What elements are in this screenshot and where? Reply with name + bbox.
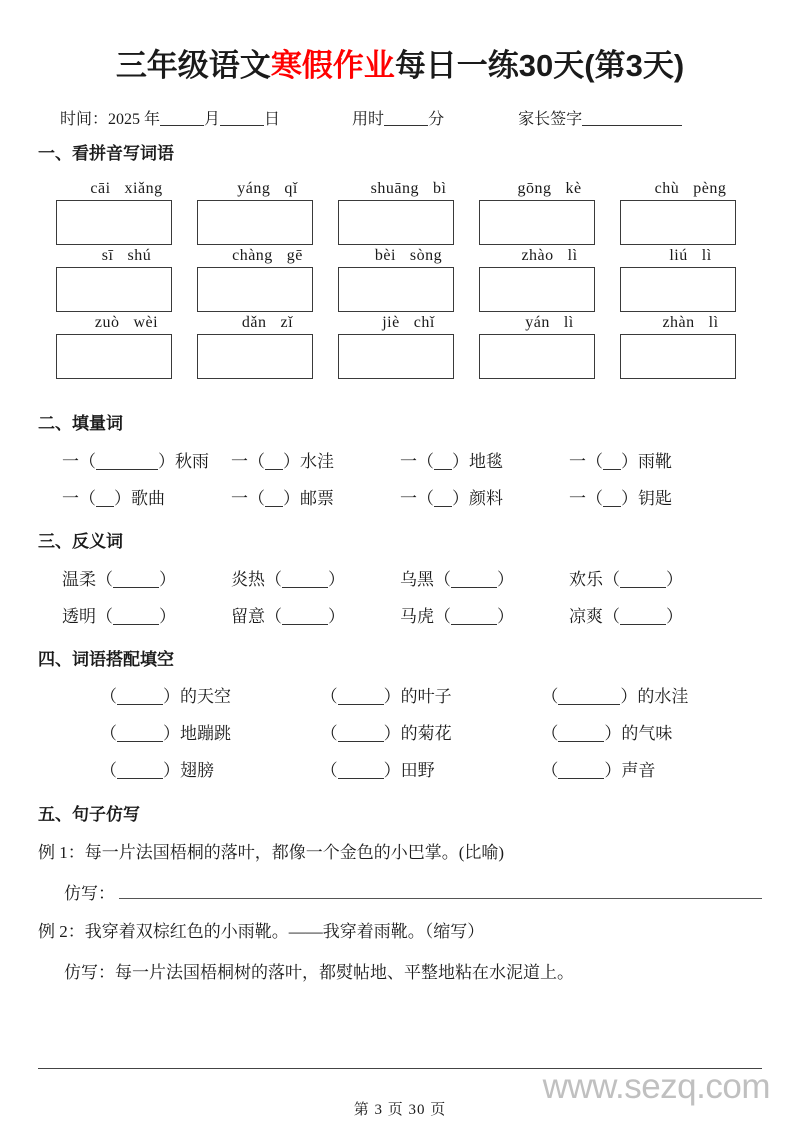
pinyin-cell — [620, 245, 761, 312]
pinyin-cell — [620, 312, 761, 379]
pinyin-answer-box[interactable] — [620, 200, 736, 245]
measure-word-item — [569, 447, 738, 472]
collocation-item — [321, 719, 542, 744]
pinyin-syllable-b: lì — [567, 247, 578, 264]
pinyin-text — [197, 312, 338, 334]
antonym-blank[interactable] — [620, 587, 666, 588]
antonym-word: 留意 — [231, 607, 265, 626]
antonym-word: 乌黑 — [400, 570, 434, 589]
antonym-word: 马虎 — [400, 607, 434, 626]
pinyin-text — [197, 245, 338, 267]
item-prefix: 一（ — [400, 452, 434, 471]
collocation-item — [321, 682, 542, 707]
item-prefix: （ — [265, 607, 282, 626]
item-prefix: 一（ — [231, 489, 265, 508]
collocation-blank[interactable] — [117, 741, 163, 742]
pinyin-syllable-b: xiǎng — [124, 180, 163, 197]
item-suffix: ） — [163, 687, 180, 706]
item-suffix: ） — [452, 489, 469, 508]
item-suffix: ） — [159, 570, 176, 589]
measure-word-blank[interactable] — [96, 469, 158, 470]
pinyin-answer-box[interactable] — [56, 334, 172, 379]
antonym-item — [231, 602, 400, 627]
item-suffix: ） — [621, 489, 638, 508]
month-input[interactable] — [160, 125, 204, 126]
pinyin-cell — [197, 178, 338, 245]
item-suffix: ） — [497, 570, 514, 589]
signature-field — [518, 106, 682, 129]
pinyin-text — [620, 312, 761, 334]
pinyin-syllable-a: chàng — [232, 247, 273, 264]
day-input[interactable] — [220, 125, 264, 126]
item-prefix: （ — [96, 607, 113, 626]
item-prefix: 一（ — [400, 489, 434, 508]
time-label: 时间：2025 年 — [60, 111, 161, 128]
antonym-blank[interactable] — [451, 624, 497, 625]
antonym-blank[interactable] — [282, 624, 328, 625]
measure-word-noun: 颜料 — [469, 489, 503, 508]
duration-label: 用时 — [352, 111, 385, 128]
item-suffix: ） — [621, 452, 638, 471]
measure-word-item — [569, 484, 738, 509]
measure-word-item — [62, 484, 231, 509]
item-prefix: （ — [100, 687, 117, 706]
pinyin-grid — [38, 178, 762, 379]
collocation-noun: 的天空 — [180, 687, 231, 706]
collocation-blank[interactable] — [558, 704, 620, 705]
item-prefix: （ — [100, 761, 117, 780]
measure-word-blank[interactable] — [434, 469, 452, 470]
measure-word-noun: 歌曲 — [131, 489, 165, 508]
duration-input[interactable] — [384, 125, 428, 126]
pinyin-syllable-a: liú — [669, 247, 688, 264]
antonym-item — [62, 602, 231, 627]
pinyin-syllable-a: chù — [654, 180, 680, 197]
pinyin-syllable-b: gē — [286, 247, 303, 264]
collocation-noun: 的菊花 — [400, 724, 452, 743]
item-prefix: 一（ — [231, 452, 265, 471]
measure-word-row — [38, 447, 762, 472]
collocation-blank[interactable] — [117, 704, 163, 705]
collocation-noun: 翅膀 — [180, 761, 214, 780]
pinyin-syllable-b: lì — [563, 314, 574, 331]
item-prefix: 一（ — [569, 452, 603, 471]
pinyin-text — [56, 312, 197, 334]
pinyin-syllable-b: qǐ — [284, 180, 298, 197]
collocation-item — [541, 719, 762, 744]
pinyin-answer-box[interactable] — [338, 200, 454, 245]
answer-label-2: 仿写： — [64, 963, 115, 982]
collocation-blank[interactable] — [558, 778, 604, 779]
pinyin-answer-box[interactable] — [197, 334, 313, 379]
sentence-answer-text-2: 每一片法国梧桐树的落叶，都熨帖地、平整地粘在水泥道上。 — [115, 963, 574, 982]
sentence-example-1: 例 1：每一片法国梧桐的落叶，都像一个金色的小巴掌。(比喻) — [38, 843, 505, 862]
item-suffix: ） — [158, 452, 175, 471]
item-suffix: ） — [328, 570, 345, 589]
pinyin-cell — [338, 312, 479, 379]
item-suffix: ） — [452, 452, 469, 471]
pinyin-syllable-a: zhào — [521, 247, 554, 264]
pinyin-row — [56, 178, 762, 245]
collocation-row — [38, 756, 762, 781]
measure-word-noun: 钥匙 — [638, 489, 672, 508]
section-heading-collocation: 四、词语搭配填空 — [38, 650, 174, 669]
pinyin-answer-box[interactable] — [338, 334, 454, 379]
pinyin-syllable-a: zuò — [94, 314, 120, 331]
measure-word-blank[interactable] — [265, 469, 283, 470]
measure-word-item — [62, 447, 231, 472]
pinyin-text — [479, 245, 620, 267]
item-prefix: （ — [541, 724, 559, 743]
antonym-blank[interactable] — [113, 587, 159, 588]
measure-word-item — [231, 484, 400, 509]
antonym-word: 欢乐 — [569, 570, 603, 589]
minute-label: 分 — [428, 111, 445, 128]
signature-input[interactable] — [582, 125, 682, 126]
antonym-item — [400, 602, 569, 627]
collocation-item — [321, 756, 542, 781]
pinyin-syllable-a: zhàn — [662, 314, 695, 331]
item-prefix: （ — [265, 570, 282, 589]
section-heading-sentence: 五、句子仿写 — [38, 805, 140, 824]
pinyin-syllable-b: wèi — [133, 314, 159, 331]
collocation-row — [38, 682, 762, 707]
measure-word-noun: 邮票 — [300, 489, 334, 508]
item-prefix: （ — [320, 687, 338, 706]
pinyin-cell — [338, 178, 479, 245]
measure-word-noun: 雨靴 — [638, 452, 672, 471]
section-heading-pinyin: 一、看拼音写词语 — [38, 144, 174, 163]
pinyin-syllable-a: yáng — [237, 180, 271, 197]
item-prefix: （ — [320, 761, 338, 780]
antonym-blank[interactable] — [282, 587, 328, 588]
pinyin-syllable-b: pèng — [693, 180, 727, 197]
watermark-text: www.sezq.com — [542, 1067, 770, 1106]
header-info-line — [38, 106, 762, 129]
day-label: 日 — [264, 111, 281, 128]
pinyin-answer-box[interactable] — [620, 334, 736, 379]
antonym-item — [569, 565, 738, 590]
item-prefix: （ — [541, 761, 559, 780]
pinyin-syllable-a: sī — [101, 247, 114, 264]
measure-word-blank[interactable] — [603, 506, 621, 507]
item-prefix: 一（ — [62, 489, 96, 508]
antonym-row — [38, 565, 762, 590]
item-suffix: ） — [283, 452, 300, 471]
pinyin-syllable-a: shuāng — [370, 180, 419, 197]
collocation-noun: 的叶子 — [400, 687, 452, 706]
antonym-item — [400, 565, 569, 590]
pinyin-cell — [479, 245, 620, 312]
collocation-item — [100, 682, 321, 707]
item-prefix: （ — [320, 724, 338, 743]
collocation-blank[interactable] — [117, 778, 163, 779]
pinyin-cell — [620, 178, 761, 245]
pinyin-cell — [479, 312, 620, 379]
measure-word-blank[interactable] — [265, 506, 283, 507]
antonym-item — [62, 565, 231, 590]
pinyin-cell — [197, 245, 338, 312]
item-suffix: ） — [283, 489, 300, 508]
antonym-row — [38, 602, 762, 627]
item-prefix: 一（ — [62, 452, 96, 471]
collocation-blank[interactable] — [338, 704, 384, 705]
page-title — [38, 0, 762, 85]
pinyin-text — [338, 178, 479, 200]
pinyin-cell — [56, 312, 197, 379]
title-part2: 每日一练30天(第3天) — [394, 48, 685, 83]
item-suffix: ） — [604, 761, 622, 780]
pinyin-text — [197, 178, 338, 200]
pinyin-syllable-b: sòng — [409, 247, 443, 264]
pinyin-answer-box[interactable] — [197, 200, 313, 245]
antonym-item — [569, 602, 738, 627]
collocation-noun: 田野 — [400, 761, 435, 780]
pinyin-syllable-b: lì — [701, 247, 712, 264]
measure-word-noun: 秋雨 — [175, 452, 209, 471]
sentence-example-2: 例 2：我穿着双棕红色的小雨靴。——我穿着雨靴。（缩写） — [38, 922, 485, 941]
collocation-blank[interactable] — [338, 778, 384, 779]
pinyin-answer-box[interactable] — [56, 267, 172, 312]
pinyin-syllable-a: yán — [525, 314, 550, 331]
item-suffix: ） — [159, 607, 176, 626]
date-field — [60, 106, 280, 129]
pinyin-syllable-b: bì — [432, 180, 447, 197]
collocation-item — [541, 682, 762, 707]
antonym-word: 温柔 — [62, 570, 96, 589]
item-suffix: ） — [497, 607, 514, 626]
collocation-noun: 地蹦跳 — [180, 724, 231, 743]
pinyin-syllable-a: bèi — [374, 247, 396, 264]
collocation-blank[interactable] — [338, 741, 384, 742]
pinyin-syllable-a: cāi — [90, 180, 111, 197]
measure-word-blank[interactable] — [96, 506, 114, 507]
collocation-row — [38, 719, 762, 744]
footer-divider — [38, 1068, 762, 1069]
item-prefix: （ — [603, 570, 620, 589]
sentence-answer-input-1[interactable] — [119, 884, 762, 899]
item-suffix: ） — [383, 761, 401, 780]
pinyin-answer-box[interactable] — [338, 267, 454, 312]
measure-word-blank[interactable] — [434, 506, 452, 507]
pinyin-answer-box[interactable] — [197, 267, 313, 312]
measure-word-blank[interactable] — [603, 469, 621, 470]
collocation-noun: 的水洼 — [637, 687, 689, 706]
item-suffix: ） — [328, 607, 345, 626]
pinyin-row — [56, 312, 762, 379]
item-suffix: ） — [163, 724, 180, 743]
pinyin-answer-box[interactable] — [56, 200, 172, 245]
item-prefix: （ — [96, 570, 113, 589]
sentence-answer-row-2 — [38, 958, 762, 983]
sentence-answer-row-1 — [38, 879, 762, 904]
pinyin-syllable-b: chǐ — [413, 314, 435, 331]
page-number: 第 3 页 30 页 — [353, 1102, 447, 1118]
item-suffix: ） — [383, 687, 401, 706]
item-suffix: ） — [163, 761, 180, 780]
item-suffix: ） — [666, 570, 683, 589]
pinyin-cell — [338, 245, 479, 312]
measure-word-item — [400, 484, 569, 509]
pinyin-syllable-a: dǎn — [241, 314, 267, 331]
antonym-word: 凉爽 — [569, 607, 603, 626]
pinyin-cell — [479, 178, 620, 245]
antonym-item — [231, 565, 400, 590]
antonym-word: 透明 — [62, 607, 96, 626]
item-prefix: （ — [541, 687, 559, 706]
pinyin-cell — [56, 178, 197, 245]
antonym-word: 炎热 — [231, 570, 265, 589]
item-suffix: ） — [114, 489, 131, 508]
pinyin-syllable-b: lì — [708, 314, 719, 331]
item-suffix: ） — [666, 607, 683, 626]
duration-field — [352, 106, 444, 129]
pinyin-syllable-b: shú — [127, 247, 152, 264]
pinyin-text — [56, 245, 197, 267]
pinyin-text — [56, 178, 197, 200]
title-highlight: 寒假作业 — [270, 48, 395, 83]
item-prefix: （ — [603, 607, 620, 626]
pinyin-text — [338, 245, 479, 267]
month-label: 月 — [204, 111, 221, 128]
collocation-item — [541, 756, 762, 781]
item-suffix: ） — [604, 724, 622, 743]
collocation-blank[interactable] — [558, 741, 604, 742]
item-prefix: （ — [434, 607, 451, 626]
antonym-blank[interactable] — [451, 587, 497, 588]
collocation-item — [100, 719, 321, 744]
pinyin-answer-box[interactable] — [479, 200, 595, 245]
collocation-noun: 的气味 — [621, 724, 673, 743]
pinyin-syllable-b: zǐ — [280, 314, 294, 331]
section-heading-antonyms: 三、反义词 — [38, 532, 123, 551]
pinyin-answer-box[interactable] — [479, 334, 595, 379]
answer-label-1: 仿写： — [64, 884, 115, 903]
pinyin-text — [479, 312, 620, 334]
item-suffix: ） — [383, 724, 401, 743]
measure-word-noun: 地毯 — [469, 452, 503, 471]
pinyin-text — [620, 178, 761, 200]
pinyin-answer-box[interactable] — [620, 267, 736, 312]
item-prefix: 一（ — [569, 489, 603, 508]
measure-word-item — [400, 447, 569, 472]
measure-word-noun: 水洼 — [300, 452, 334, 471]
pinyin-syllable-b: kè — [565, 180, 582, 197]
antonym-blank[interactable] — [113, 624, 159, 625]
signature-label: 家长签字 — [518, 111, 583, 128]
pinyin-text — [479, 178, 620, 200]
pinyin-text — [620, 245, 761, 267]
pinyin-cell — [56, 245, 197, 312]
collocation-item — [100, 756, 321, 781]
title-part1: 三年级语文 — [115, 48, 271, 83]
measure-word-item — [231, 447, 400, 472]
measure-word-row — [38, 484, 762, 509]
pinyin-row — [56, 245, 762, 312]
antonym-blank[interactable] — [620, 624, 666, 625]
item-prefix: （ — [434, 570, 451, 589]
pinyin-syllable-a: gōng — [517, 180, 552, 197]
item-suffix: ） — [620, 687, 638, 706]
pinyin-text — [338, 312, 479, 334]
pinyin-syllable-a: jiè — [382, 314, 400, 331]
pinyin-cell — [197, 312, 338, 379]
collocation-noun: 声音 — [621, 761, 656, 780]
pinyin-answer-box[interactable] — [479, 267, 595, 312]
section-heading-measure-words: 二、填量词 — [38, 414, 123, 433]
item-prefix: （ — [100, 724, 117, 743]
